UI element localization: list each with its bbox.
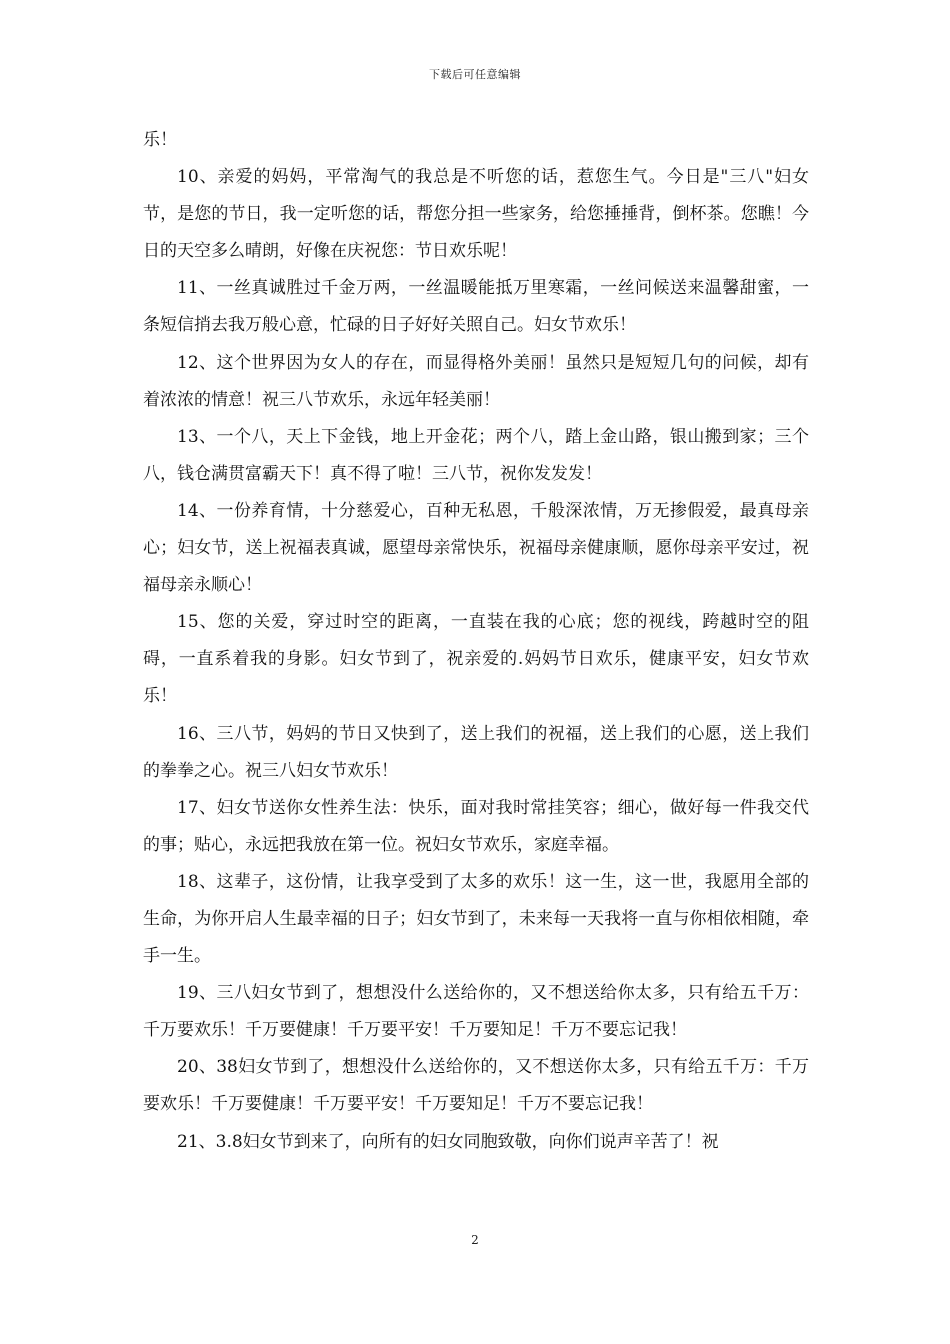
paragraph-12: 12、这个世界因为女人的存在，而显得格外美丽！虽然只是短短几句的问候，却有着浓浓的情意！祝三八节欢乐，永远年轻美丽！ xyxy=(143,352,809,410)
paragraph-16: 16、三八节，妈妈的节日又快到了，送上我们的祝福，送上我们的心愿，送上我们的拳拳之心。祝三八妇女节欢乐！ xyxy=(143,723,809,781)
page-header: 下载后可任意编辑 xyxy=(429,68,521,81)
paragraph-20: 20、38妇女节到了，想想没什么送给你的，又不想送你太多，只有给五千万：千万要欢乐！千万要健康！千万要平安！千万要知足！千万不要忘记我！ xyxy=(143,1057,809,1115)
paragraph-15: 15、您的关爱，穿过时空的距离，一直装在我的心底；您的视线，跨越时空的阻碍，一直系着我的身影。妇女节到了，祝亲爱的.妈妈节日欢乐，健康平安，妇女节欢乐！ xyxy=(143,612,809,707)
paragraph-18: 18、这辈子，这份情，让我享受到了太多的欢乐！这一生，这一世，我愿用全部的生命，为你开启人生最幸福的日子；妇女节到了，未来每一天我将一直与你相依相随，牵手一生。 xyxy=(143,871,809,967)
paragraph-19: 19、三八妇女节到了，想想没什么送给你的，又不想送给你太多，只有给五千万：千万要欢乐！千万要健康！千万要平安！千万要知足！千万不要忘记我！ xyxy=(143,983,809,1041)
paragraph-21: 21、3.8妇女节到来了，向所有的妇女同胞致敬，向你们说声辛苦了！祝 xyxy=(177,1131,719,1152)
document-body xyxy=(143,122,809,1161)
paragraph-continued: 乐！ xyxy=(143,130,177,150)
paragraph-17: 17、妇女节送你女性养生法：快乐，面对我时常挂笑容；细心，做好每一件我交代的事；贴心，永远把我放在第一位。祝妇女节欢乐，家庭幸福。 xyxy=(143,797,809,855)
paragraph-14: 14、一份养育情，十分慈爱心，百种无私恩，千般深浓情，万无掺假爱，最真母亲心；妇女节，送上祝福表真诚，愿望母亲常快乐，祝福母亲健康顺，愿你母亲平安过，祝福母亲永顺心！ xyxy=(143,500,809,596)
paragraph-13: 13、一个八，天上下金钱，地上开金花；两个八，踏上金山路，银山搬到家；三个八，钱仓满贯富霸天下！真不得了啦！三八节，祝你发发发！ xyxy=(143,426,809,484)
paragraph-11: 11、一丝真诚胜过千金万两，一丝温暖能抵万里寒霜，一丝问候送来温馨甜蜜，一条短信捎去我万般心意，忙碌的日子好好关照自己。妇女节欢乐！ xyxy=(143,278,809,336)
page-number: 2 xyxy=(471,1233,479,1247)
paragraph-10: 10、亲爱的妈妈，平常淘气的我总是不听您的话，惹您生气。今日是"三八"妇女节，是您的节日，我一定听您的话，帮您分担一些家务，给您捶捶背，倒杯茶。您瞧！今日的天空多么晴朗，好像在庆祝您：节日欢乐呢！ xyxy=(143,167,809,262)
